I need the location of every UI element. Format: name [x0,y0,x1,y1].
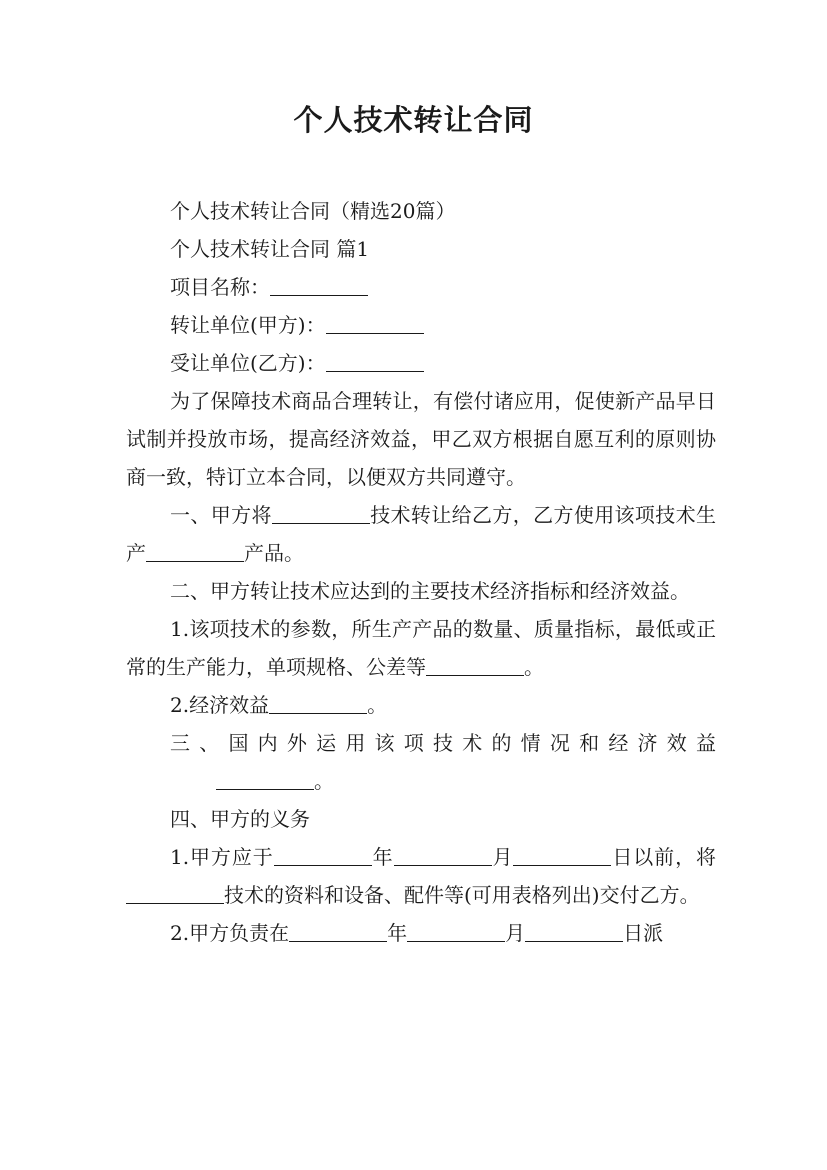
paragraph-clause-4-2 [126,914,716,952]
clause-text: 产品。 [244,541,304,565]
paragraph-clause-2-2 [126,686,716,724]
blank-line [269,693,367,714]
clause-text: 月 [491,845,514,869]
clause-text: 年 [387,921,408,945]
blank-line [513,845,611,866]
party-b-label: 受让单位(乙方)： [170,351,326,375]
clause-text: 三、国内外运用该项技术的情况和经济效益 [170,731,716,755]
clause-text: 年 [371,845,394,869]
clause-text: 1.该项技术的参数，所生产产品的数量、质量指标，最低或正常的生产能力，单项规格、公差等 [126,617,716,679]
blank-line [126,883,224,904]
blank-line [407,921,505,942]
clause-text: 月 [505,921,526,945]
paragraph-clause-2-1 [126,610,716,686]
project-name-label: 项目名称： [170,275,270,299]
clause-text: 2.经济效益 [170,693,270,717]
paragraph-preamble [126,382,716,496]
paragraph-clause-4 [126,800,716,838]
clause-text: 二、甲方转让技术应达到的主要技术经济指标和经济效益。 [170,579,690,603]
blank-line [426,655,524,676]
document-body [126,192,716,952]
clause-text: 1.甲方应于 [170,845,274,869]
clause-text: 。 [524,655,544,679]
clause-text: 日派 [623,921,664,945]
paragraph-clause-1 [126,496,716,572]
clause-text: 2.甲方负责在 [170,921,290,945]
blank-line [272,503,370,524]
blank-line [216,769,314,790]
blank-line [326,313,424,334]
blank-line [394,845,492,866]
clause-text: 。 [367,693,388,717]
clause-text: 。 [314,769,334,793]
clause-text: 技术转让给乙方，乙方使用该项技术生产 [126,503,717,565]
party-a-label: 转让单位(甲方)： [170,313,326,337]
paragraph-party-b [126,344,716,382]
blank-line [270,275,368,296]
paragraph-party-a [126,306,716,344]
clause-text: 日以前，将 [611,845,716,869]
paragraph-clause-4-1 [126,838,716,914]
paragraph-project-name [126,268,716,306]
section-text: 个人技术转让合同 篇1 [170,237,370,261]
subtitle-text: 个人技术转让合同（精选20篇） [170,199,456,223]
clause-text: 一、甲方将 [170,503,272,527]
blank-line [274,845,372,866]
blank-line [326,351,424,372]
paragraph-section [126,230,716,268]
clause-text: 四、甲方的义务 [170,807,310,831]
paragraph-clause-3 [126,724,716,800]
document-title: 个人技术转让合同 [293,103,534,137]
blank-line [146,541,244,562]
preamble-text: 为了保障技术商品合理转让，有偿付诸应用，促使新产品早日试制并投放市场，提高经济效益，甲乙双方根据自愿互利的原则协商一致，特订立本合同，以便双方共同遵守。 [126,389,716,489]
blank-line [289,921,387,942]
clause-text: 技术的资料和设备、配件等(可用表格列出)交付乙方。 [224,883,700,907]
paragraph-heading [126,192,716,230]
blank-line [525,921,623,942]
paragraph-clause-2 [126,572,716,610]
